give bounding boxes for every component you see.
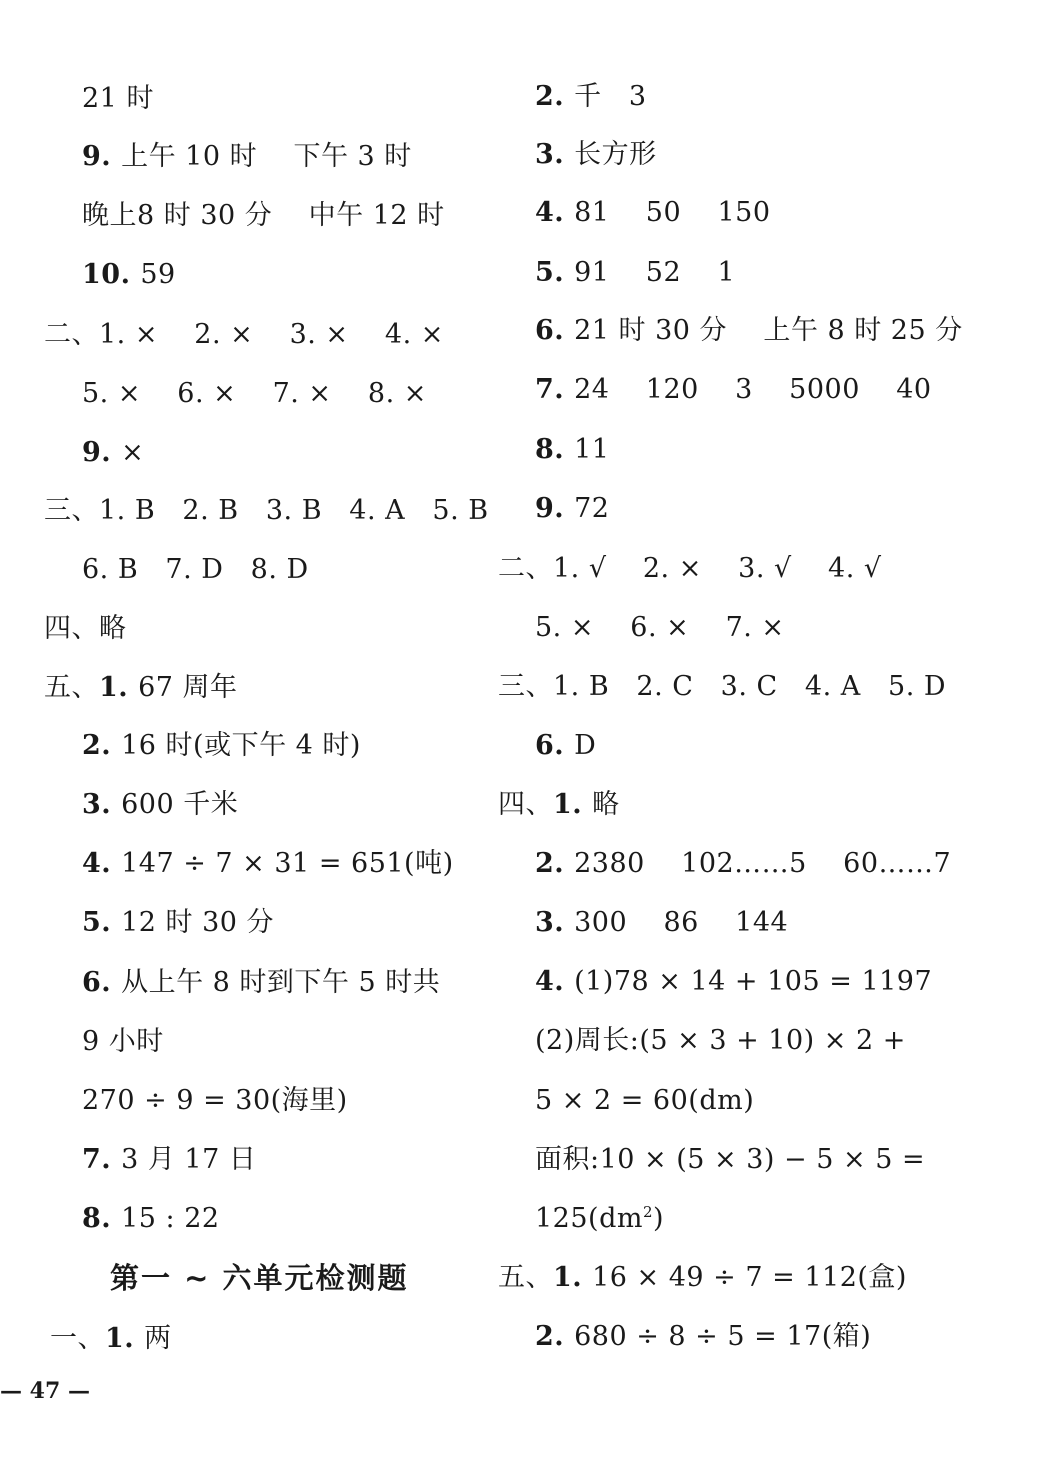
item-number: 4. <box>82 848 122 879</box>
section-marker: 三、 <box>498 671 553 702</box>
answer-text: 680 ÷ 8 ÷ 5 = 17(箱) <box>574 1321 872 1352</box>
item-number: 5. <box>82 907 122 938</box>
answer-text: 两 <box>144 1323 172 1354</box>
answer-text: 1. √ 2. × 3. √ 4. √ <box>553 553 882 584</box>
item-number: 8. <box>82 1203 122 1234</box>
item-number: 3. <box>535 139 575 170</box>
answer-text: 270 ÷ 9 = 30(海里) <box>82 1085 348 1116</box>
item-number: 10. <box>82 259 141 290</box>
item-number: 3. <box>82 789 122 820</box>
answer-line <box>535 433 609 467</box>
answer-text: 125(dm <box>535 1203 643 1234</box>
answer-text: (2)周长:(5 × 3 + 10) × 2 + <box>535 1025 906 1056</box>
answer-line <box>535 1320 871 1354</box>
item-number: 1. <box>553 1262 593 1293</box>
answer-line <box>82 729 361 763</box>
item-number: 6. <box>535 315 575 346</box>
answer-text: 千 3 <box>574 81 647 112</box>
answer-text-tail: ) <box>653 1203 665 1234</box>
answer-text: D <box>574 730 597 761</box>
section-marker: 一、 <box>50 1323 105 1354</box>
section-marker: 二、 <box>498 553 553 584</box>
answer-text: 长方形 <box>574 139 657 170</box>
answer-text: 600 千米 <box>121 789 239 820</box>
page-number: — 47 — <box>0 1378 90 1404</box>
answer-line <box>535 492 609 526</box>
answer-text: 上午 10 时 下午 3 时 <box>121 141 412 172</box>
item-number: 2. <box>535 1321 575 1352</box>
answer-text: 59 <box>140 259 176 290</box>
item-number: 2. <box>535 848 575 879</box>
answer-line <box>82 906 274 940</box>
item-number: 7. <box>82 1144 122 1175</box>
answer-line <box>82 82 154 116</box>
item-number: 5. <box>535 257 575 288</box>
item-number: 1. <box>553 789 593 820</box>
answer-line <box>535 138 657 172</box>
answer-text: 5. × 6. × 7. × 8. × <box>82 378 427 409</box>
answer-text: 16 × 49 ÷ 7 = 112(盒) <box>592 1262 907 1293</box>
answer-line <box>535 373 932 407</box>
answer-text: (1)78 × 14 + 105 = 1197 <box>574 966 933 997</box>
answer-text: 21 时 30 分 上午 8 时 25 分 <box>574 315 963 346</box>
item-number: 1. <box>99 672 139 703</box>
answer-text: 2380 102……5 60……7 <box>574 848 952 879</box>
answer-line <box>82 847 454 881</box>
item-number: 9. <box>82 141 122 172</box>
answer-line <box>82 966 440 1000</box>
answer-text: 147 ÷ 7 × 31 = 651(吨) <box>121 848 454 879</box>
answer-line <box>44 612 127 646</box>
answer-line <box>82 1025 164 1059</box>
answer-line <box>44 494 489 528</box>
answer-text: 12 时 30 分 <box>121 907 275 938</box>
answer-text: 81 50 150 <box>574 197 771 228</box>
answer-text: 11 <box>574 434 610 465</box>
answer-text: 67 周年 <box>138 672 238 703</box>
answer-line <box>50 1322 172 1356</box>
answer-text: 1. B 2. B 3. B 4. A 5. B <box>99 495 489 526</box>
answer-line <box>498 552 882 586</box>
answer-text: 72 <box>574 493 610 524</box>
answer-text: 5 × 2 = 60(dm) <box>535 1085 755 1116</box>
answer-text: 24 120 3 5000 40 <box>574 374 932 405</box>
item-number: 2. <box>535 81 575 112</box>
answer-text: 16 时(或下午 4 时) <box>121 730 361 761</box>
section-heading: 第一 ~ 六单元检测题 <box>110 1261 409 1295</box>
item-number: 2. <box>82 730 122 761</box>
answer-line <box>498 788 620 822</box>
answer-line <box>82 1202 220 1236</box>
item-number: 1. <box>105 1323 145 1354</box>
answer-line <box>82 258 176 292</box>
answer-text: 15 : 22 <box>121 1203 220 1234</box>
answer-text: 5. × 6. × 7. × <box>535 612 785 643</box>
section-marker: 五、 <box>498 1262 553 1293</box>
answer-text: × <box>121 437 145 468</box>
answer-text: 略 <box>99 613 127 644</box>
answer-line <box>535 729 596 763</box>
answer-text: 1. × 2. × 3. × 4. × <box>99 319 444 350</box>
page-number-value: 47 <box>29 1378 61 1404</box>
answer-line <box>44 318 444 352</box>
answer-line <box>535 1202 664 1236</box>
answer-line <box>82 1084 348 1118</box>
item-number: 4. <box>535 197 575 228</box>
section-marker: 四、 <box>44 613 99 644</box>
answer-line <box>82 199 445 233</box>
answer-line <box>535 1024 906 1058</box>
section-marker: 四、 <box>498 789 553 820</box>
answer-text: 1. B 2. C 3. C 4. A 5. D <box>553 671 947 702</box>
answer-text: 3 月 17 日 <box>121 1144 257 1175</box>
answer-text: 面积:10 × (5 × 3) − 5 × 5 = <box>535 1144 926 1175</box>
answer-line <box>82 1143 256 1177</box>
item-number: 9. <box>82 437 122 468</box>
item-number: 6. <box>82 967 122 998</box>
answer-line <box>82 377 427 411</box>
answer-line <box>535 611 785 645</box>
answer-line <box>82 436 144 470</box>
item-number: 6. <box>535 730 575 761</box>
answer-line <box>535 80 647 114</box>
answer-text: 从上午 8 时到下午 5 时共 <box>121 967 441 998</box>
item-number: 3. <box>535 907 575 938</box>
answer-text: 略 <box>592 789 620 820</box>
answer-text: 21 时 <box>82 83 154 114</box>
answer-line <box>82 140 412 174</box>
answer-line <box>535 965 932 999</box>
answer-text: 6. B 7. D 8. D <box>82 554 309 585</box>
item-number: 7. <box>535 374 575 405</box>
answer-line <box>498 670 946 704</box>
answer-line <box>535 1084 754 1118</box>
answer-line <box>44 671 238 705</box>
section-marker: 二、 <box>44 319 99 350</box>
item-number: 4. <box>535 966 575 997</box>
answer-line <box>535 256 735 290</box>
answer-line <box>535 314 963 348</box>
answer-line <box>82 553 309 587</box>
item-number: 8. <box>535 434 575 465</box>
answer-text: 9 小时 <box>82 1026 164 1057</box>
answer-line <box>535 847 951 881</box>
item-number: 9. <box>535 493 575 524</box>
section-marker: 五、 <box>44 672 99 703</box>
answer-line <box>498 1261 907 1295</box>
answer-line <box>82 788 238 822</box>
answer-line <box>535 196 771 230</box>
answer-line <box>535 1143 925 1177</box>
answer-text: 晚上8 时 30 分 中午 12 时 <box>82 200 445 231</box>
answer-text: 300 86 144 <box>574 907 789 938</box>
answer-line <box>535 906 788 940</box>
superscript: 2 <box>642 1203 654 1221</box>
answer-text: 91 52 1 <box>574 257 736 288</box>
section-marker: 三、 <box>44 495 99 526</box>
